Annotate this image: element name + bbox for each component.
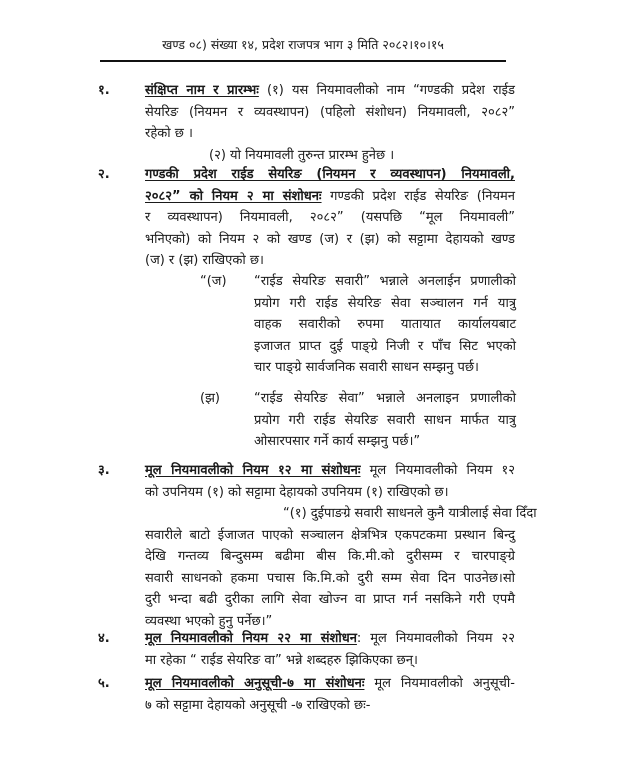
section-line <box>145 164 515 186</box>
section-text: (१) यस नियमावलीको नाम “गण्डकी प्रदेश राईड <box>258 83 516 98</box>
section-body <box>145 460 537 632</box>
section-text: : मूल नियमावलीको नियम २२ <box>356 631 515 646</box>
section-line: ७ को सट्टामा देहायको अनुसूची -७ राखिएको छः- <box>145 697 371 713</box>
section-number: २. <box>98 167 110 182</box>
quote-line: व्यवस्था भएको हुनु पर्नेछ।” <box>145 613 273 629</box>
section-title: संक्षिप्त नाम र प्रारम्भः <box>145 83 259 98</box>
section-body <box>145 164 515 272</box>
clause-label: (झ) <box>200 391 220 406</box>
clause-line: चार पाङ्ग्रे सार्वजनिक सवारी साधन सम्झनु पर्छ। <box>254 360 479 375</box>
section-line: रहेको छ । <box>145 126 193 141</box>
section-text: मूल नियमावलीको नियम १२ <box>360 463 515 478</box>
section-title: मूल नियमावलीको अनुसूची-७ मा संशोधनः <box>145 676 365 691</box>
section-line <box>145 673 515 695</box>
clause-line: “राईड सेयरिङ सेवा” भन्नाले अनलाइन प्रणालीको <box>254 391 516 406</box>
quote-line: देखि गन्तव्य बिन्दुसम्म बढीमा बीस कि.मी.को दुरीसम्म र चारपाङ्ग्रे <box>145 549 515 564</box>
section-line: भनिएको) को नियम २ को खण्ड (ज) र (झ) को सट्टामा देहायको खण्ड <box>145 231 515 247</box>
quote-line: “(१) दुईपाङग्रे सवारी साधनले कुनै यात्रीलाई सेवा दिँदा <box>283 506 537 521</box>
section-line <box>145 80 515 102</box>
quote-line: सवारी साधनको हकमा पचास कि.मि.को दुरी सम्म सेवा दिन पाउनेछ।सो <box>145 570 515 586</box>
clause-body <box>254 388 516 453</box>
clause-line: इजाजत प्राप्त दुई पाङ्ग्रे निजी र पाँच सिट भएको <box>254 338 516 354</box>
section-line: को उपनियम (१) को सट्टामा देहायको उपनियम (१) राखिएको छ। <box>145 484 449 500</box>
subrule-2: (२) यो नियमावली तुरुन्त प्रारम्भ हुनेछ । <box>209 147 395 163</box>
section-number: ३. <box>98 463 110 478</box>
section-line: मा रहेका “ राईड सेयरिङ वा” भन्ने शब्दहरु झिकिएका छन्। <box>145 652 418 668</box>
section-title: मूल नियमावलीको नियम २२ मा संशोधन <box>145 631 357 646</box>
clause-line: ओसारपसार गर्ने कार्य सम्झनु पर्छ।” <box>254 434 421 449</box>
section-text: गण्डकी प्रदेश राईड सेयरिङ (नियमन <box>321 188 515 204</box>
section-line <box>145 186 515 208</box>
clause-line: “राईड सेयरिङ सवारी” भन्नाले अनलाईन प्रणालीको <box>254 274 516 289</box>
header-rule <box>100 60 506 62</box>
section-line <box>145 628 515 650</box>
section-body <box>145 673 515 716</box>
section-number: १. <box>98 83 110 98</box>
quote-line: दुरी भन्दा बढी दुरीका लागि सेवा खोज्न वा प्राप्त गर्न नसकिने गरी एपमै <box>145 592 515 607</box>
section-text: मूल नियमावलीको अनुसूची- <box>364 676 515 691</box>
section-number: ४. <box>98 631 110 646</box>
section-title: २०८२” को नियम २ मा संशोधनः <box>145 188 322 204</box>
clause-line: वाहक सवारीको रुपमा यातायात कार्यालयबाट <box>254 317 516 332</box>
section-title: मूल नियमावलीको नियम १२ मा संशोधनः <box>145 463 361 478</box>
section-body <box>145 628 515 671</box>
section-line: र व्यवस्थापन) नियमावली, २०८२” (यसपछि “मूल नियमावली” <box>145 210 515 225</box>
clause-label: “(ज) <box>200 274 227 289</box>
section-line: (ज) र (झ) राखिएको छ। <box>145 253 264 268</box>
clause-line: प्रयोग गरी राईड सेयरिङ सवारी साधन मार्फत यात्रु <box>254 412 516 428</box>
section-title: गण्डकी प्रदेश राईड सेयरिङ (नियमन र व्यवस्थापन) नियमावली, <box>145 167 515 182</box>
clause-line: प्रयोग गरी राईड सेयरिङ सेवा सञ्चालन गर्न यात्रु <box>254 295 516 311</box>
clause-body <box>254 271 516 379</box>
section-line: सेयरिङ (नियमन र व्यवस्थापन) (पहिलो संशोधन) नियमावली, २०८२” <box>145 104 515 120</box>
quote-line: सवारीले बाटो ईजाजत पाएको सञ्चालन क्षेत्रभित्र एकपटकमा प्रस्थान बिन्दु <box>145 527 515 543</box>
running-header: खण्ड ०८) संख्या १४, प्रदेश राजपत्र भाग ३ मिति २०८२।१०।१५ <box>162 37 444 52</box>
section-body <box>145 80 515 166</box>
section-number: ५. <box>98 676 110 691</box>
section-line <box>145 460 515 482</box>
